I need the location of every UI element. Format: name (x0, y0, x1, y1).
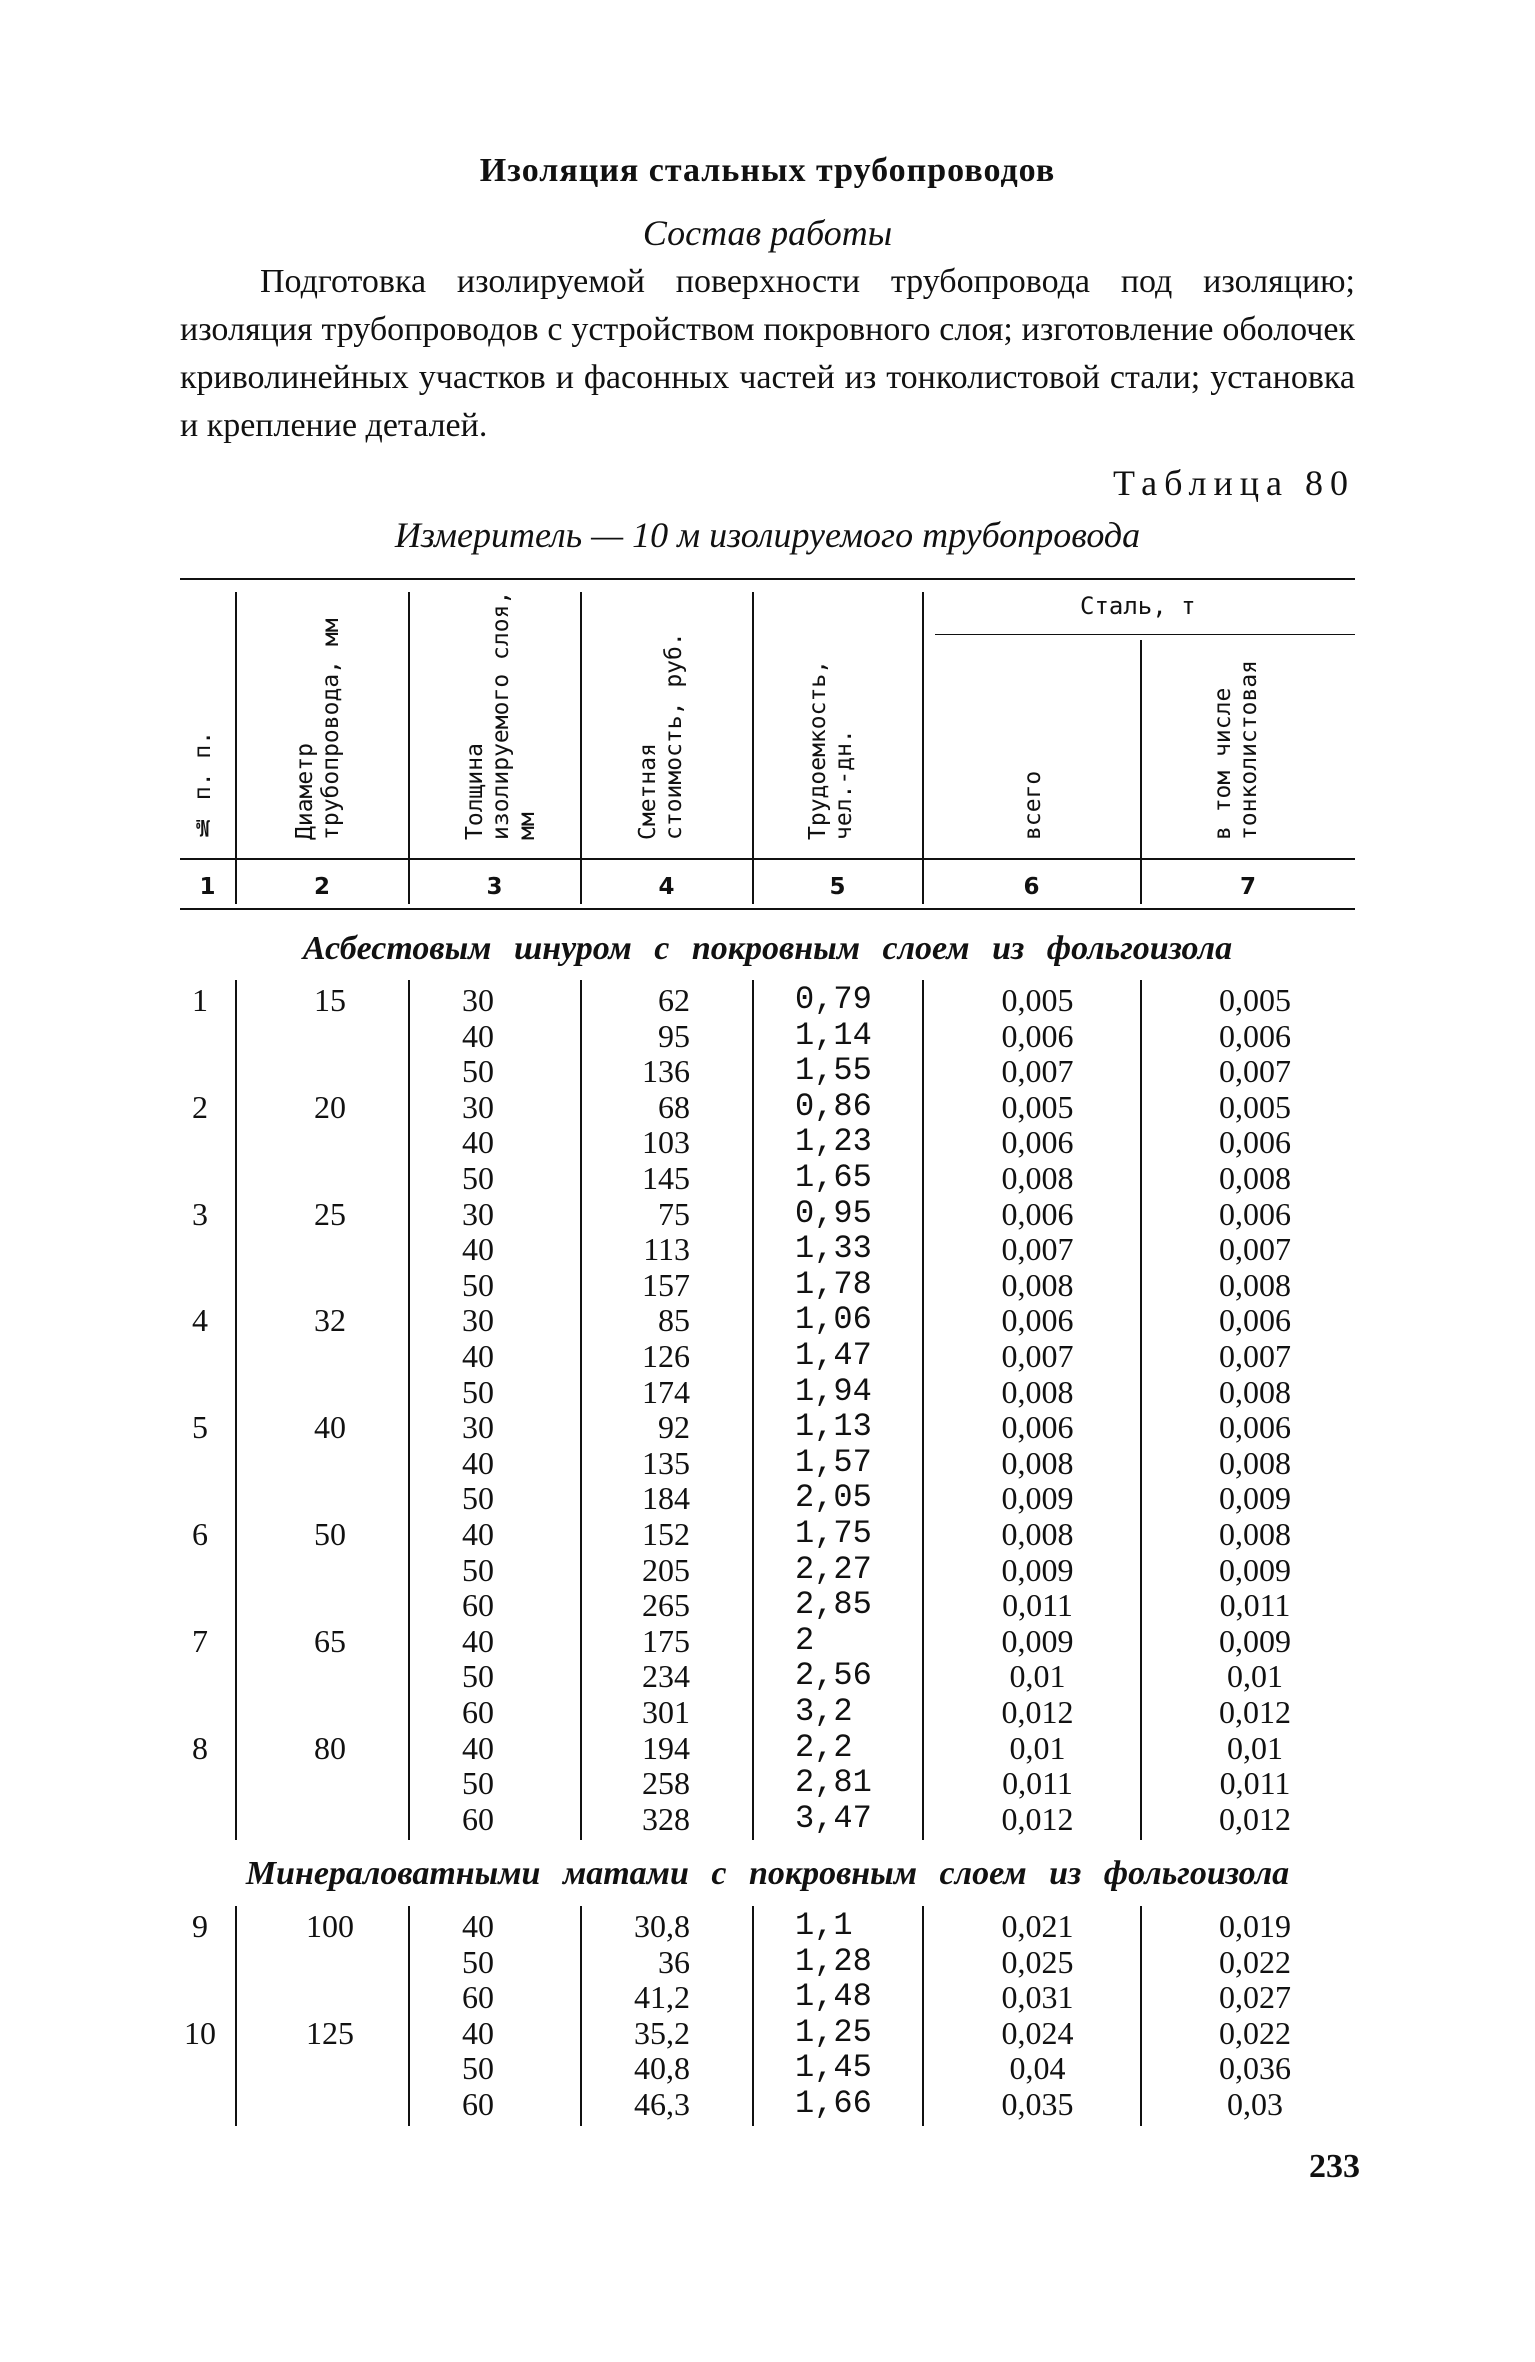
labor-intensity: 2,81 (795, 1764, 872, 1802)
section-title: Минераловатными матами с покровным слоем из фольгоизола (245, 1855, 1290, 1892)
steel-thin-sheet: 0,036 (1219, 2050, 1291, 2087)
estimated-cost: 301 (642, 1694, 690, 1730)
pipe-diameter (290, 1374, 370, 1410)
layer-thickness: 50 (462, 2050, 494, 2087)
row-number (170, 1979, 230, 2015)
steel-total: 0,009 (1001, 1622, 1074, 1659)
labor-intensity: 1,23 (795, 1123, 872, 1161)
header-steel: Сталь, т (1080, 592, 1196, 620)
steel-total: 0,011 (1002, 1765, 1073, 1802)
pipe-diameter (290, 1979, 370, 2015)
pipe-diameter (290, 1658, 370, 1694)
labor-intensity: 1,78 (795, 1265, 872, 1303)
pipe-diameter: 15 (314, 982, 346, 1018)
estimated-cost: 85 (658, 1302, 690, 1339)
pipe-diameter (290, 1801, 370, 1837)
labor-intensity: 1,65 (795, 1159, 872, 1196)
column-divider (922, 980, 924, 1840)
layer-thickness: 40 (462, 1231, 494, 1268)
steel-total: 0,007 (1001, 1338, 1074, 1374)
labor-intensity: 1,66 (795, 2085, 872, 2122)
estimated-cost: 184 (642, 1480, 690, 1517)
pipe-diameter: 65 (314, 1622, 346, 1659)
estimated-cost: 145 (642, 1160, 690, 1196)
row-number (170, 1124, 230, 1160)
estimated-cost: 258 (642, 1765, 690, 1802)
steel-total: 0,011 (1002, 1587, 1073, 1624)
layer-thickness: 50 (462, 1551, 494, 1588)
layer-thickness: 30 (462, 1302, 494, 1339)
estimated-cost: 30,8 (634, 1908, 690, 1944)
steel-header-rule (935, 634, 1355, 635)
labor-intensity: 1,1 (795, 1907, 853, 1944)
row-number: 8 (192, 1729, 208, 1766)
steel-thin-sheet: 0,008 (1219, 1516, 1291, 1552)
row-number (170, 1587, 230, 1623)
steel-thin-sheet: 0,007 (1219, 1338, 1291, 1374)
labor-intensity: 1,33 (795, 1230, 872, 1268)
header-num: № п. п. (190, 730, 216, 840)
pipe-diameter (290, 1445, 370, 1481)
steel-thin-sheet: 0,006 (1219, 1124, 1291, 1161)
layer-thickness: 30 (462, 1195, 494, 1232)
pipe-diameter: 125 (306, 2014, 354, 2051)
pipe-diameter (290, 1552, 370, 1588)
pipe-diameter (290, 1231, 370, 1267)
layer-thickness: 40 (462, 1444, 494, 1481)
steel-thin-sheet: 0,022 (1219, 1943, 1291, 1980)
header-col-divider (235, 592, 237, 904)
column-number: 7 (1239, 874, 1256, 900)
estimated-cost: 265 (642, 1587, 690, 1624)
estimated-cost: 95 (658, 1017, 690, 1054)
layer-thickness: 40 (462, 1729, 494, 1766)
column-number: 2 (313, 874, 330, 900)
layer-thickness: 40 (462, 2014, 494, 2051)
steel-thin-sheet: 0,009 (1219, 1622, 1291, 1659)
layer-thickness: 50 (462, 1160, 494, 1196)
labor-intensity: 1,28 (795, 1942, 872, 1980)
labor-intensity: 1,55 (795, 1052, 872, 1090)
steel-total: 0,035 (1001, 2086, 1074, 2122)
pipe-diameter (290, 2086, 370, 2122)
column-number: 1 (199, 874, 216, 900)
header-diameter-text: Диаметр трубопровода, мм (292, 618, 344, 840)
steel-thin-sheet: 0,005 (1219, 1088, 1291, 1125)
estimated-cost: 126 (642, 1338, 690, 1374)
steel-total: 0,005 (1001, 982, 1074, 1018)
labor-intensity: 1,57 (795, 1443, 872, 1481)
labor-intensity: 0,79 (795, 981, 872, 1018)
pipe-diameter: 100 (306, 1908, 354, 1944)
column-divider (580, 980, 582, 1840)
header-col-divider (1140, 640, 1142, 904)
steel-total: 0,005 (1001, 1088, 1074, 1125)
estimated-cost: 75 (658, 1195, 690, 1232)
header-diameter (292, 590, 352, 840)
row-number: 1 (192, 982, 208, 1018)
steel-thin-sheet: 0,008 (1219, 1444, 1291, 1481)
measure-unit: Измеритель — 10 м изолируемого трубопровода (394, 515, 1141, 555)
row-number: 9 (192, 1908, 208, 1944)
steel-total: 0,04 (1009, 2050, 1066, 2087)
steel-thin-sheet: 0,01 (1227, 1729, 1283, 1766)
steel-total: 0,021 (1001, 1908, 1074, 1944)
labor-intensity: 2 (795, 1621, 815, 1659)
labor-intensity: 0,86 (795, 1087, 872, 1125)
header-col-divider (752, 592, 754, 904)
steel-total: 0,025 (1001, 1943, 1074, 1980)
header-cost (635, 620, 695, 840)
steel-thin-sheet: 0,007 (1219, 1231, 1291, 1268)
labor-intensity: 1,14 (795, 1016, 872, 1054)
steel-total: 0,009 (1001, 1480, 1074, 1517)
row-number (170, 1801, 230, 1837)
pipe-diameter (290, 1765, 370, 1801)
pipe-diameter: 20 (314, 1088, 346, 1125)
steel-total: 0,008 (1001, 1160, 1074, 1196)
steel-total: 0,007 (1001, 1053, 1074, 1090)
row-number: 3 (192, 1195, 208, 1232)
table-top-rule (180, 578, 1355, 580)
pipe-diameter (290, 2050, 370, 2086)
labor-intensity: 1,48 (795, 1978, 872, 2016)
page-number: 233 (1309, 2148, 1360, 2185)
layer-thickness: 50 (462, 1373, 494, 1410)
pipe-diameter (290, 1053, 370, 1089)
header-labor-text: Трудоемкость, чел.-дн. (805, 659, 857, 840)
layer-thickness: 50 (462, 1765, 494, 1802)
steel-total: 0,024 (1001, 2014, 1074, 2051)
column-divider (1140, 1906, 1142, 2126)
column-divider (752, 1906, 754, 2126)
header-thickness-text: Толщина изолируемого слоя, мм (462, 590, 540, 840)
row-number: 5 (192, 1409, 208, 1446)
pipe-diameter: 50 (314, 1516, 346, 1552)
pipe-diameter (290, 1018, 370, 1054)
layer-thickness: 60 (462, 1979, 494, 2016)
layer-thickness: 30 (462, 1088, 494, 1125)
layer-thickness: 40 (462, 1017, 494, 1054)
steel-thin-sheet: 0,009 (1219, 1480, 1291, 1517)
estimated-cost: 41,2 (634, 1979, 690, 2016)
labor-intensity: 1,47 (795, 1337, 872, 1374)
row-number (170, 1231, 230, 1267)
estimated-cost: 135 (642, 1444, 690, 1481)
steel-thin-sheet: 0,012 (1219, 1694, 1291, 1730)
row-number: 4 (192, 1302, 208, 1339)
row-number (170, 2086, 230, 2122)
row-number (170, 1374, 230, 1410)
colnum-bottom-rule (180, 908, 1355, 910)
steel-total: 0,012 (1001, 1694, 1074, 1730)
estimated-cost: 174 (642, 1373, 690, 1410)
labor-intensity: 2,05 (795, 1479, 872, 1517)
column-divider (235, 1906, 237, 2126)
layer-thickness: 40 (462, 1908, 494, 1944)
column-number: 5 (829, 874, 846, 900)
steel-thin-sheet: 0,006 (1219, 1195, 1291, 1232)
section-title: Асбестовым шнуром с покровным слоем из фольгоизола (302, 930, 1233, 967)
estimated-cost: 328 (642, 1800, 690, 1837)
labor-intensity: 1,13 (795, 1408, 872, 1446)
steel-thin-sheet: 0,012 (1219, 1800, 1291, 1837)
layer-thickness: 60 (462, 1694, 494, 1730)
column-number: 4 (658, 874, 675, 900)
work-composition-heading: Состав работы (642, 213, 893, 253)
layer-thickness: 60 (462, 1587, 494, 1624)
estimated-cost: 113 (643, 1231, 690, 1268)
steel-total: 0,012 (1001, 1800, 1074, 1837)
column-divider (752, 980, 754, 1840)
header-col-divider (408, 592, 410, 904)
steel-total: 0,006 (1001, 1017, 1074, 1054)
layer-thickness: 50 (462, 1658, 494, 1695)
column-divider (922, 1906, 924, 2126)
steel-total: 0,006 (1001, 1302, 1074, 1339)
steel-total: 0,008 (1001, 1266, 1074, 1303)
labor-intensity: 2,2 (795, 1728, 853, 1766)
row-number (170, 1658, 230, 1694)
table-label: Таблица 80 (1113, 463, 1355, 503)
steel-total: 0,006 (1001, 1195, 1074, 1232)
column-number: 3 (486, 874, 503, 900)
estimated-cost: 136 (642, 1053, 690, 1090)
column-divider (235, 980, 237, 1840)
steel-thin-sheet: 0,022 (1219, 2014, 1291, 2051)
layer-thickness: 40 (462, 1124, 494, 1161)
steel-total: 0,008 (1001, 1373, 1074, 1410)
row-number: 2 (192, 1088, 208, 1125)
column-divider (408, 980, 410, 1840)
column-divider (580, 1906, 582, 2126)
layer-thickness: 50 (462, 1266, 494, 1303)
labor-intensity: 1,45 (795, 2049, 872, 2087)
pipe-diameter: 32 (314, 1302, 346, 1339)
estimated-cost: 152 (642, 1516, 690, 1552)
layer-thickness: 50 (462, 1943, 494, 1980)
header-cost-text: Сметная стоимость, руб. (635, 632, 687, 840)
steel-thin-sheet: 0,03 (1227, 2086, 1283, 2122)
steel-thin-sheet: 0,008 (1219, 1266, 1291, 1303)
row-number (170, 1765, 230, 1801)
header-thickness (462, 590, 540, 840)
estimated-cost: 175 (642, 1622, 690, 1659)
estimated-cost: 194 (642, 1729, 690, 1766)
row-number (170, 1053, 230, 1089)
estimated-cost: 36 (658, 1943, 690, 1980)
pipe-diameter (290, 1267, 370, 1303)
header-steel-total: всего (1020, 770, 1046, 840)
pipe-diameter (290, 1587, 370, 1623)
labor-intensity: 0,95 (795, 1194, 872, 1232)
row-number: 10 (184, 2014, 216, 2051)
header-labor (805, 610, 865, 840)
steel-total: 0,01 (1009, 1729, 1066, 1766)
labor-intensity: 2,27 (795, 1550, 872, 1588)
steel-thin-sheet: 0,019 (1219, 1908, 1291, 1944)
steel-total: 0,008 (1001, 1516, 1074, 1552)
steel-thin-sheet: 0,006 (1219, 1409, 1291, 1446)
steel-thin-sheet: 0,008 (1219, 1373, 1291, 1410)
pipe-diameter (290, 1338, 370, 1374)
steel-total: 0,031 (1001, 1979, 1074, 2016)
labor-intensity: 3,47 (795, 1799, 872, 1837)
estimated-cost: 103 (642, 1124, 690, 1161)
layer-thickness: 60 (462, 2086, 494, 2122)
header-steel-thin-text: в том числе тонколистовая (1210, 659, 1262, 840)
pipe-diameter (290, 1124, 370, 1160)
labor-intensity: 2,85 (795, 1586, 872, 1624)
steel-thin-sheet: 0,027 (1219, 1979, 1291, 2016)
steel-thin-sheet: 0,007 (1219, 1053, 1291, 1090)
row-number (170, 1160, 230, 1196)
steel-thin-sheet: 0,006 (1219, 1017, 1291, 1054)
row-number (170, 1338, 230, 1374)
column-divider (408, 1906, 410, 2126)
steel-total: 0,009 (1001, 1551, 1074, 1588)
layer-thickness: 50 (462, 1053, 494, 1090)
work-description-text: Подготовка изолируемой поверхности трубопровода под изоляцию; изоляция трубопроводов с устройством покровного слоя; изготовление оболочек криволинейных участков и фасонных частей из тонколистовой стали; установка и крепление деталей. (180, 263, 1355, 444)
pipe-diameter: 80 (314, 1729, 346, 1766)
estimated-cost: 157 (642, 1266, 690, 1303)
row-number (170, 1694, 230, 1730)
column-number: 6 (1023, 874, 1040, 900)
estimated-cost: 35,2 (634, 2014, 690, 2051)
layer-thickness: 50 (462, 1480, 494, 1517)
header-col-divider (580, 592, 582, 904)
steel-total: 0,006 (1001, 1409, 1074, 1446)
estimated-cost: 205 (642, 1551, 690, 1588)
pipe-diameter (290, 1944, 370, 1980)
row-number (170, 1267, 230, 1303)
row-number (170, 1552, 230, 1588)
estimated-cost: 40,8 (634, 2050, 690, 2087)
row-number: 6 (192, 1516, 208, 1552)
pipe-diameter: 40 (314, 1409, 346, 1446)
header-col-divider (922, 592, 924, 904)
layer-thickness: 30 (462, 1409, 494, 1446)
labor-intensity: 3,2 (795, 1693, 853, 1730)
steel-thin-sheet: 0,005 (1219, 982, 1291, 1018)
labor-intensity: 1,06 (795, 1301, 872, 1339)
labor-intensity: 1,25 (795, 2013, 872, 2051)
labor-intensity: 1,75 (795, 1515, 872, 1552)
estimated-cost: 234 (642, 1658, 690, 1695)
column-divider (1140, 980, 1142, 1840)
labor-intensity: 2,56 (795, 1657, 872, 1695)
layer-thickness: 40 (462, 1516, 494, 1552)
estimated-cost: 68 (658, 1088, 690, 1125)
steel-thin-sheet: 0,006 (1219, 1302, 1291, 1339)
work-description (180, 258, 1355, 450)
steel-total: 0,01 (1009, 1658, 1066, 1695)
layer-thickness: 40 (462, 1338, 494, 1374)
layer-thickness: 40 (462, 1622, 494, 1659)
estimated-cost: 62 (658, 982, 690, 1018)
header-bottom-rule (180, 858, 1355, 860)
steel-total: 0,006 (1001, 1124, 1074, 1161)
pipe-diameter: 25 (314, 1195, 346, 1232)
steel-total: 0,007 (1001, 1231, 1074, 1268)
row-number (170, 1018, 230, 1054)
row-number (170, 1445, 230, 1481)
row-number (170, 1480, 230, 1516)
page-title: Изоляция стальных трубопроводов (479, 152, 1056, 189)
estimated-cost: 46,3 (634, 2086, 690, 2122)
steel-thin-sheet: 0,008 (1219, 1160, 1291, 1196)
layer-thickness: 60 (462, 1800, 494, 1837)
layer-thickness: 30 (462, 982, 494, 1018)
steel-thin-sheet: 0,011 (1219, 1587, 1291, 1624)
pipe-diameter (290, 1160, 370, 1196)
steel-thin-sheet: 0,009 (1219, 1551, 1291, 1588)
estimated-cost: 92 (658, 1409, 690, 1446)
row-number: 7 (192, 1622, 208, 1659)
row-number (170, 2050, 230, 2086)
steel-total: 0,008 (1001, 1444, 1074, 1481)
pipe-diameter (290, 1480, 370, 1516)
header-steel-thin (1210, 660, 1290, 840)
labor-intensity: 1,94 (795, 1372, 872, 1410)
pipe-diameter (290, 1694, 370, 1730)
steel-thin-sheet: 0,01 (1227, 1658, 1283, 1695)
steel-thin-sheet: 0,011 (1219, 1765, 1291, 1802)
row-number (170, 1944, 230, 1980)
